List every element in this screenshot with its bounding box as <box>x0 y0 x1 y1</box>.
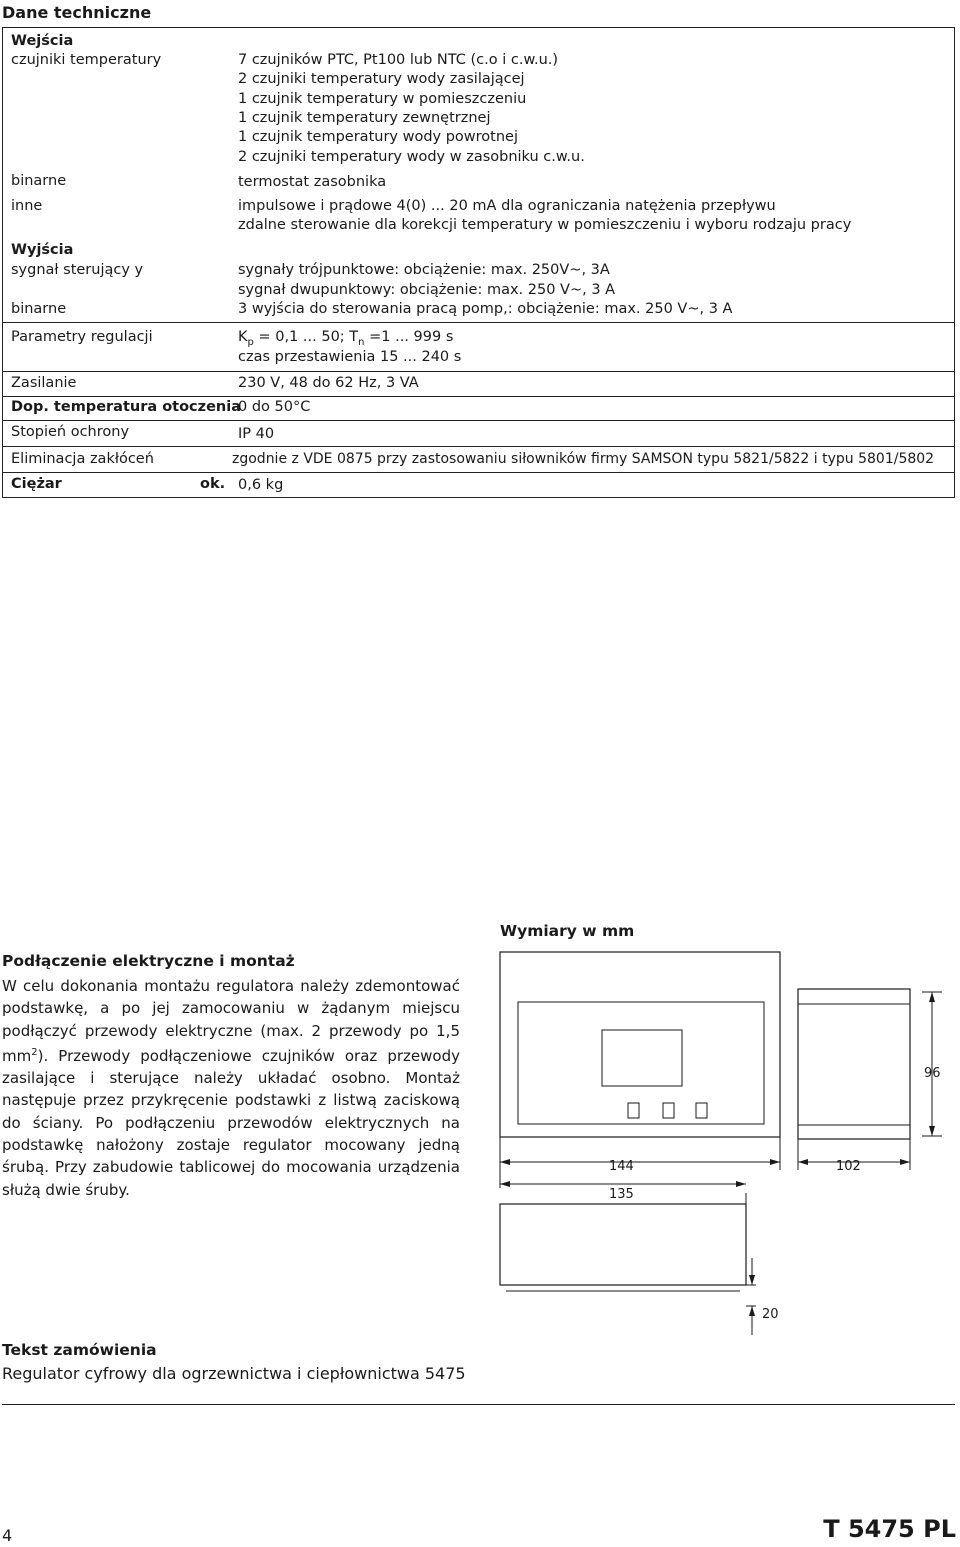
params-text: K <box>238 329 248 345</box>
inputs-heading: Wejścia <box>11 33 74 49</box>
temp-sensors-line: 1 czujnik temperatury w pomieszczeniu <box>238 91 527 107</box>
protection-label: Stopień ochrony <box>11 424 130 440</box>
ambient-value: 0 do 50°C <box>238 399 311 415</box>
button-icon <box>663 1103 674 1118</box>
dim-label-depth: 102 <box>836 1159 861 1174</box>
document-code: T 5475 PL <box>823 1515 956 1543</box>
temp-sensors-line: 2 czujniki temperatury wody zasilającej <box>238 71 525 87</box>
control-signal-line: sygnał dwupunktowy: obciążenie: max. 250 V~, 3 A <box>238 282 616 298</box>
interference-label: Eliminacja zakłóceń <box>11 451 154 467</box>
power-label: Zasilanie <box>11 375 77 391</box>
divider <box>3 396 954 397</box>
temp-sensors-line: 2 czujniki temperatury wody w zasobniku c.w.u. <box>238 149 585 165</box>
weight-label: Ciężar <box>11 476 62 492</box>
other-inputs-line: zdalne sterowanie dla korekcji temperatury w pomieszczeniu i wyboru rodzaju pracy <box>238 217 852 233</box>
footer-rule <box>2 1404 955 1405</box>
binary-output-label: binarne <box>11 301 67 317</box>
bracket-outline <box>500 1204 746 1285</box>
arrow-icon <box>749 1275 755 1285</box>
divider <box>3 472 954 473</box>
weight-approx: ok. <box>200 476 226 492</box>
other-inputs-line: impulsowe i prądowe 4(0) ... 20 mA dla ograniczania natężenia przepływu <box>238 198 776 214</box>
arrow-icon <box>500 1181 510 1187</box>
arrow-icon <box>929 1126 935 1136</box>
binary-input-label: binarne <box>11 173 67 189</box>
protection-value: IP 40 <box>238 426 275 442</box>
connection-text: W celu dokonania montażu regulatora należy zdemontować podstawkę, a po jej zamocowaniu w żądanym miejscu podłączyć przewody elektryczne (max. 2 przewody po 1,5 mm <box>2 977 460 1065</box>
connection-heading: Podłączenie elektryczne i montaż <box>2 952 295 970</box>
connection-text: ). Przewody podłączeniowe czujników oraz przewody zasilające i sterujące należy układać osobno. Montaż następuje przez przykręcenie podstawki z listwą zaciskową do ściany. Po podłączeniu przewodów elektrycznych na podstawkę nałożony zostaje regulator mocowany jedną śrubą. Przy zabudowie tablicowej do mocowania urządzenia służą dwie śruby. <box>2 1046 460 1199</box>
control-signal-label: sygnał sterujący y <box>11 262 144 278</box>
dim-label-height: 96 <box>924 1066 941 1081</box>
dim-label-inner-width: 135 <box>609 1187 634 1202</box>
params-label: Parametry regulacji <box>11 329 153 345</box>
section-title: Dane techniczne <box>2 3 152 22</box>
page-number: 4 <box>2 1526 13 1545</box>
params-text: = 0,1 ... 50; T <box>253 329 359 345</box>
temp-sensors-line: 1 czujnik temperatury wody powrotnej <box>238 129 518 145</box>
divider <box>3 322 954 323</box>
binary-input-value: termostat zasobnika <box>238 174 387 190</box>
dimensions-heading: Wymiary w mm <box>500 922 635 940</box>
order-heading: Tekst zamówienia <box>2 1341 157 1359</box>
control-signal-line: sygnały trójpunktowe: obciążenie: max. 250V~, 3A <box>238 262 610 278</box>
params-text: =1 ... 999 s <box>364 329 454 345</box>
button-icon <box>628 1103 639 1118</box>
arrow-icon <box>770 1159 780 1165</box>
arrow-icon <box>736 1181 746 1187</box>
outputs-heading: Wyjścia <box>11 242 74 258</box>
arrow-icon <box>500 1159 510 1165</box>
button-icon <box>696 1103 707 1118</box>
temp-sensors-line: 7 czujników PTC, Pt100 lub NTC (c.o i c.w.u.) <box>238 52 559 68</box>
side-view-outline <box>798 989 910 1139</box>
params-subscript: n <box>358 336 365 348</box>
arrow-icon <box>900 1159 910 1165</box>
temp-sensors-line: 1 czujnik temperatury zewnętrznej <box>238 110 491 126</box>
order-text: Regulator cyfrowy dla ogrzewnictwa i ciepłownictwa 5475 <box>2 1364 466 1383</box>
connection-superscript: 2 <box>31 1046 38 1058</box>
display-window <box>602 1030 682 1086</box>
binary-output-value: 3 wyjścia do sterowania pracą pomp,: obciążenie: max. 250 V~, 3 A <box>238 301 733 317</box>
front-panel-outline <box>518 1002 764 1124</box>
arrow-icon <box>929 992 935 1002</box>
dim-label-bracket: 20 <box>762 1307 779 1322</box>
divider <box>3 446 954 447</box>
divider <box>3 420 954 421</box>
temp-sensors-label: czujniki temperatury <box>11 52 162 68</box>
connection-paragraph <box>2 975 460 1201</box>
params-subscript: p <box>247 336 254 348</box>
dim-label-width: 144 <box>609 1159 634 1174</box>
arrow-icon <box>798 1159 808 1165</box>
weight-value: 0,6 kg <box>238 477 284 493</box>
other-inputs-label: inne <box>11 198 43 214</box>
divider <box>3 371 954 372</box>
dimension-drawing <box>494 940 956 1360</box>
params-line-2: czas przestawienia 15 ... 240 s <box>238 349 462 365</box>
power-value: 230 V, 48 do 62 Hz, 3 VA <box>238 375 419 391</box>
interference-value: zgodnie z VDE 0875 przy zastosowaniu siłowników firmy SAMSON typu 5821/5822 i typu 5801/5802 <box>232 451 935 467</box>
ambient-label: Dop. temperatura otoczenia <box>11 399 241 415</box>
arrow-icon <box>749 1306 755 1316</box>
front-view-outline <box>500 952 780 1137</box>
